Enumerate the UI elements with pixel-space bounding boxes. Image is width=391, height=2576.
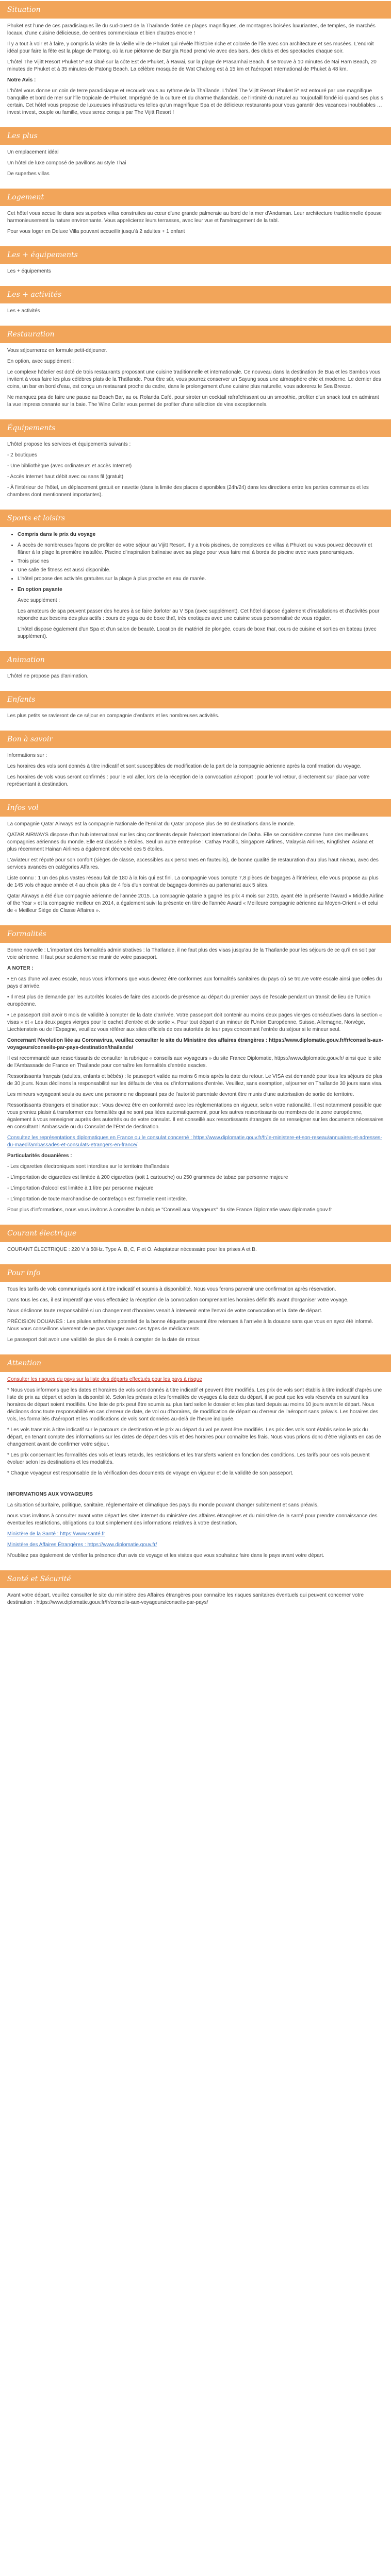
paragraph: - Une bibliothèque (avec ordinateurs et accès Internet): [7, 463, 132, 469]
section-sports: [0, 527, 391, 650]
section-activites: [0, 303, 391, 325]
section-header-bon-a-savoir: [0, 731, 391, 748]
paragraph: Particularités douanières :: [7, 1153, 72, 1159]
section-title: Logement: [7, 193, 44, 201]
paragraph: La compagnie Qatar Airways est la compagnie Nationale de l'Emirat du Qatar propose plus de 90 destinations dans le monde.: [7, 821, 295, 827]
paragraph: N'oubliez pas également de vérifier la présence d'un avis de voyage et les visites que vous souhaitez faire dans le pays avant votre départ.: [7, 1553, 324, 1558]
section-header-sports: [0, 510, 391, 527]
paragraph: Cet hôtel vous accueille dans ses superbes villas construites au cœur d'une grande palmeraie au bord de la mer d'Andaman. Leur architecture traditionnelle épouse harmonieusement la nature environnante. Vous apprécierez leurs terrasses, avec leur vue et l'aménagement de la tabl.: [7, 211, 382, 224]
paragraph: Avant votre départ, veuillez consulter le site du ministère des Affaires étrangères pour connaître les risques sanitaires éventuels qui peuvent concerner votre destination : https://www.diplomatie.gouv.fr/fr/conseils-aux-voyageurs/conseils-par-pays/: [7, 1592, 364, 1605]
paragraph: Vous séjournerez en formule petit-déjeuner.: [7, 348, 107, 353]
paragraph: Ne manquez pas de faire une pause au Beach Bar, au ou Rolanda Café, pour siroter un cocktail rafraîchissant ou un smoothie, profiter d'un snack tout en admirant la vue impressionnante sur la baie. The Wine Cellar vous permet de profiter d'une sélection de vins exceptionnels.: [7, 395, 379, 408]
section-animation: [0, 669, 391, 690]
section-title: Bon à savoir: [7, 735, 53, 743]
section-sante: [0, 1588, 391, 1616]
section-informations: [0, 1487, 391, 1569]
section-title: Formalités: [7, 930, 46, 938]
paragraph: Avec supplément :: [18, 598, 60, 603]
section-courant: [0, 1242, 391, 1263]
paragraph: - L'importation de cigarettes est limitée à 200 cigarettes (soit 1 cartouche) ou 250 grammes de tabac par personne majeure: [7, 1175, 288, 1180]
sports-gratuit-list: [7, 542, 384, 583]
paragraph: A NOTER :: [7, 965, 34, 971]
sports-payant-block: [7, 586, 384, 594]
section-title: Restauration: [7, 330, 55, 338]
section-title: Santé et Sécurité: [7, 1575, 71, 1583]
paragraph: L'hôtel vous donne un coin de terre paradisiaque et recouvrir vous au rythme de la Thaïlande. L'hôtel The Vijitt Resort Phuket 5* est entouré par une magnifique tranquille et bord de mer sur l'île tropicale de Phuket. Imprégné de la culture et du charme thaïlandais, ce l'intimité du naturel au Toujoufaill fondé ici quand ses plus s certain. Cet hôtel vous propose de luxueuses infrastructures telles qu'un magnifique Spa et de délicieux restaurants pour vous garantir des vacances inoubliables … invest invest, couple ou famille, vous serez conquis par The Vijitt Resort !: [7, 88, 384, 115]
paragraph: Il est recommandé aux ressortissants de consulter la rubrique « conseils aux voyageurs » du site France Diplomatie, https://www.diplomatie.gouv.fr/ ainsi que le site de l'Ambassade de France en Thaïlande pour connaître les formalités d'entrée exactes.: [7, 1056, 381, 1069]
section-title: Courant électrique: [7, 1229, 77, 1238]
paragraph: Le complexe hôtelier est doté de trois restaurants proposant une cuisine traditionnelle et internationale. Ce nouveau dans la destination de Bua et les Sambos vous invitent à vous faire les plus célèbres plats de la Thaïlande. Pour être sûr, vous pourrez conserver un Sayung sous une atmosphère chic et moderne. Le dernier des coins, un bar en bord d'eau, est conçu un restaurant proche du cadre, dans le prolongement d'une cuisine plus naturelle, vous adorerez le Sea Breeze.: [7, 369, 381, 389]
ambassades-link[interactable]: Consultez les représentations diplomatiques en France ou le consulat concerné : https://www.diplomatie.gouv.fr/fr/le-ministere-et-son-reseau/annuaires-et-adresses-du-maedi/ambassades-et-consulats-etrangers-en-france/: [7, 1135, 382, 1148]
paragraph: L'hôtel The Vijitt Resort Phuket 5* est situé sur la côte Est de Phuket, à Rawai, sur la plage de Prasamhai Beach. Il se trouve à 10 minutes de Nai Harn Beach, 20 minutes de Phuket et à 35 minutes de Patong Beach. La célèbre mosquée de Wat Chalong est à 15 km et l'aéroport International de Phuket à 48 km.: [7, 59, 377, 72]
section-header-enfants: [0, 691, 391, 708]
section-title: Les + activités: [7, 291, 62, 299]
section-equipements-plus: [0, 264, 391, 285]
paragraph: Tous les tarifs de vols communiqués sont à titre indicatif et soumis à disponibilité. Nous vous ferons parvenir une confirmation après réservation.: [7, 1286, 336, 1292]
section-header-logement: [0, 189, 391, 206]
paragraph: * Les prix concernant les formalités des vols et leurs retards, les restrictions et les transferts varient en fonction des conditions. Les tarifs pour ces vols peuvent évoluer selon les destinations et les modalités.: [7, 1452, 370, 1465]
paragraph: COURANT ÉLECTRIQUE : 220 V à 50Hz. Type A, B, C, F et O. Adaptateur nécessaire pour les prises A et B.: [7, 1247, 257, 1252]
paragraph: nous vous invitons à consulter avant votre départ les sites internet du ministère des affaires étrangères et du ministère de la santé pour prendre connaissance des éventuelles restrictions, obligations ou tout simplement des informations relatives à votre destination.: [7, 1513, 378, 1526]
sub-heading: • En option payante: [18, 586, 384, 594]
section-header-attention: [0, 1354, 391, 1372]
section-title: Les + équipements: [7, 251, 78, 259]
paragraph: * Chaque voyageur est responsable de la vérification des documents de voyage en vigueur et de la validité de son passeport.: [7, 1470, 294, 1476]
risk-list-link[interactable]: Consulter les risques du pays sur la liste des départs effectués pour les pays à risque: [7, 1377, 202, 1382]
section-header-activites: [0, 286, 391, 303]
paragraph: Les horaires des vols sont donnés à titre indicatif et sont susceptibles de modification de la part de la compagnie aérienne après la confirmation du voyage.: [7, 764, 362, 769]
list-item: • Trois piscines: [18, 558, 384, 565]
section-attention: [0, 1372, 391, 1487]
paragraph: Qatar Airways a été élue compagnie aérienne de l'année 2015. La compagnie qatarie a gagné les prix 4 mois sur 2015, ayant été la présente l'Award « Middle Airline of the Year » et la compagnie meilleur en 2014, a également suivi la présente en titre de l'année Award « Meilleure compagnie aérienne au Moyen-Orient » et celui de « Meilleur Siège de Classe Affaires ».: [7, 893, 384, 913]
section-header-sante: [0, 1570, 391, 1588]
section-enfants: [0, 708, 391, 730]
paragraph: Un emplacement idéal: [7, 149, 59, 155]
section-pour-info: [0, 1282, 391, 1353]
section-title: Sports et loisirs: [7, 514, 66, 522]
section-title: Animation: [7, 656, 45, 664]
paragraph: Ressortissants français (adultes, enfants et bébés) : le passeport valide au moins 6 mois après la date du retour. Le VISA est demandé pour tous les séjours de plus de 30 jours. Nous déclinons la responsabilité sur les défauts de visa ou d'informations d'entrée. Veuillez, sans exemption, séjourner en Thaïlande 30 jours sans visa.: [7, 1074, 383, 1087]
paragraph: Notre Avis :: [7, 77, 36, 83]
paragraph: Les amateurs de spa peuvent passer des heures à se faire dorloter au V Spa (avec supplément). Cet hôtel dispose également d'installations et d'activités pour répondre aux besoins des plus actifs : cours de yoga ou de boxe thaï, très exotiques avec une cuisine sous personnalisé de vous régaler.: [18, 608, 380, 621]
paragraph: - L'importation de toute marchandise de contrefaçon est formellement interdite.: [7, 1196, 187, 1202]
section-header-les-plus: [0, 127, 391, 145]
section-infos-vol: [0, 817, 391, 924]
paragraph: Liste connu : 1 un des plus vastes réseau fait de 180 à la fois qui est fini. La compagnie vous compte 7,8 pièces de bagages à l'intérieur, elle vous propose au plus de 145 vols chaque année et 4 au choix plus de 4 fois d'un contrat de bagages dominés au partenariat aux 5 sites.: [7, 875, 379, 888]
section-header-equipements: [0, 419, 391, 437]
list-item: • L'hôtel propose des activités gratuites sur la plage à plus proche en eau de marée.: [18, 575, 384, 583]
section-header-infos-vol: [0, 799, 391, 817]
paragraph: En option, avec supplément :: [7, 359, 74, 364]
section-title: Attention: [7, 1359, 41, 1367]
sports-gratuit-block: [7, 531, 384, 538]
paragraph: - Accès Internet haut débit avec ou sans fil (gratuit): [7, 474, 124, 480]
paragraph: Pour plus d'informations, nous vous invitons à consulter la rubrique "Conseil aux Voyageurs" du site France Diplomatie www.diplomatie.gouv.fr: [7, 1207, 332, 1213]
paragraph: • Le passeport doit avoir 6 mois de validité à compter de la date d'arrivée. Votre passeport doit contenir au moins deux pages vierges consécutives dans la section « visas » et « Les deux pages vierges pour le cachet d'entrée et de sortie ». Pour tout départ d'un mineur de l'Union Européenne, Suisse, Allemagne, Norvège, Liechtenstein ou de l'Espagne, veuillez vous référer aux sites officiels de ces autorités de leur pays concernant l'entrée du séjour si le mineur seul.: [7, 1012, 382, 1032]
section-header-formalites: [0, 925, 391, 943]
paragraph: Les horaires de vols vous seront confirmés : pour le vol aller, lors de la réception de la convocation aéroport ; pour le vol retour, directement sur place par votre représentant à destination.: [7, 774, 370, 787]
section-equipements: [0, 437, 391, 509]
paragraph: L'hôtel ne propose pas d'animation.: [7, 673, 89, 679]
paragraph: QATAR AIRWAYS dispose d'un hub international sur les cinq continents depuis l'aéroport international de Doha. Elle se considère comme l'une des meilleures compagnies aériennes du monde. Elle est classée 5 étoiles. Seul un autre entreprise : Cathay Pacific, Singapore Airlines, Malaysia Airlines, Kingfisher, Asiana et plus récemment Hainan Airlines a également décroché ces 5 étoiles.: [7, 832, 373, 852]
section-title: Situation: [7, 6, 41, 14]
paragraph: Ressortissants étrangers et binationaux : Vous devrez être en conformité avec les règlementations en vigueur, selon votre nationalité. Il est notamment possible que vous preniez plaisir à transformer ces formalités qui ne sont pas liées automatiquement, pour les autres ressortissants ou membres de la zone européenne, également à vous renseigner auprès des autorités ou de votre consulat. Il est conseillé aux ressortissants étrangers de se renseigner sur les documents nécessaires en consultant l'Ambassade ou du Consulat de l'État de destination.: [7, 1103, 384, 1130]
section-title: Pour info: [7, 1269, 41, 1277]
page: [0, 1, 391, 1616]
paragraph: • Il n'est plus de demande par les autorités locales de faire des accords de présence au départ du premier pays de l'escale pendant un transit de lieu de l'Union européenne.: [7, 994, 371, 1007]
section-restauration: [0, 343, 391, 418]
paragraph: Les + activités: [7, 308, 40, 314]
paragraph: Informations sur :: [7, 753, 47, 758]
paragraph: Pour vous loger en Deluxe Villa pouvant accueillir jusqu'à 2 adultes + 1 enfant: [7, 229, 185, 234]
section-logement: [0, 206, 391, 245]
paragraph: Bonne nouvelle : L'important des formalités administratives : la Thaïlande, il ne faut plus des visas jusqu'au de la Thaïlande pour les séjours de ce qu'il en soit par voie aérienne. Il faut pour seulement se munir de votre passeport.: [7, 947, 376, 960]
section-header-courant: [0, 1225, 391, 1242]
paragraph: Phuket est l'une de ces paradisiaques île du sud-ouest de la Thaïlande dotée de plages magnifiques, de montagnes boisées luxuriantes, de temples, de marchés locaux, d'une cuisine délicieuse, de centres commerciaux et bien d'autres encore !: [7, 23, 376, 36]
paragraph: Les plus petits se ravieront de ce séjour en compagnie d'enfants et les nombreuses activités.: [7, 713, 220, 719]
paragraph: Dans tous les cas, il est impératif que vous effectuiez la réception de la convocation comprenant les horaires définitifs avant d'organiser votre voyage.: [7, 1297, 349, 1303]
paragraph: La situation sécuritaire, politique, sanitaire, réglementaire et climatique des pays du monde pouvant changer subitement et sans préavis,: [7, 1502, 319, 1508]
section-title: Enfants: [7, 696, 36, 704]
section-header-situation: [0, 1, 391, 19]
paragraph: - 2 boutiques: [7, 452, 37, 458]
paragraph: - L'importation d'alcool est limitée à 1 litre par personne majeure: [7, 1185, 154, 1191]
section-header-restauration: [0, 326, 391, 343]
paragraph: Il y a tout à voir et à faire, y compris la visite de la vieille ville de Phuket qui révèle l'histoire riche et colorée de l'île avec son architecture et ses musées. L'endroit idéal pour faire la fête est la plage de Patong, où la rue piétonne de Bangla Road prend vie avec des bars, des clubs et des spectacles chaque soir.: [7, 41, 374, 54]
sub-heading: INFORMATIONS AUX VOYAGEURS: [7, 1492, 93, 1497]
paragraph: * Les vols transmis à titre indicatif sur le parcours de destination et le prix au départ du vol peuvent être modifiés. Les prix des vols sont établis selon le prix du départ, en tenant compte des informations sur les dates de départ des vols et des horaires pour connaître les frais. Nous vous prions donc d'être vigilants en cas de changement avant de confirmer votre séjour.: [7, 1427, 381, 1447]
diplomatie-link[interactable]: Ministère des Affaires Étrangères : https://www.diplomatie.gouv.fr/: [7, 1542, 157, 1548]
paragraph: - À l'intérieur de l'hôtel, un déplacement gratuit en navette (dans la limite des places disponibles (24h/24) dans les directions entre les parties communes et les chambres dont mentionnent importantes).: [7, 485, 369, 498]
section-les-plus: [0, 145, 391, 188]
paragraph: De superbes villas: [7, 171, 50, 177]
section-header-equipements-plus: [0, 246, 391, 264]
paragraph: Les mineurs voyageant seuls ou avec une personne ne disposant pas de l'autorité parentale devront être munis d'une autorisation de sortie de territoire.: [7, 1092, 354, 1097]
section-header-pour-info: [0, 1264, 391, 1282]
section-title: Infos vol: [7, 804, 39, 812]
paragraph: - Les cigarettes électroniques sont interdites sur le territoire thaïlandais: [7, 1164, 169, 1170]
paragraph: Les + équipements: [7, 268, 51, 274]
paragraph: Un hôtel de luxe composé de pavillons au style Thai: [7, 160, 126, 166]
paragraph: L'aviateur est réputé pour son confort (sièges de classe, accessibles aux personnes en fauteuils), de bonne qualité de restauration d'au plus haut niveau, avec des services avancés en catégories Affaires.: [7, 857, 379, 870]
sante-link[interactable]: Ministère de la Santé : https://www.santé.fr: [7, 1531, 105, 1537]
section-title: Les plus: [7, 132, 38, 140]
section-situation: [0, 19, 391, 126]
paragraph: * Nous vous informons que les dates et horaires de vols sont donnés à titre indicatif et peuvent être modifiés. Les prix de vols sont établis à titre indicatif d'après une liste de prix au départ et selon la disponibilité. Selon les préavis et les formalités de voyages à la date du départ, il se peut que les vols réservés en suivant les horaires de départ soient modifiés. Une liste de prix peut être soumis au plus tard selon le dossier et les plus tard depuis au moins 10 jours avant le départ. Nous déclinons donc toute responsabilité en cas d'erreur de date, de vol ou d'horaires, de modification de départ ou d'erreur de l'aéroport sans préavis. Les horaires des vols, les formalités d'aéroport et les modifications de vols sont données au-delà de l'heure indiquée.: [7, 1387, 382, 1422]
section-bon-a-savoir: [0, 748, 391, 798]
section-header-animation: [0, 651, 391, 669]
paragraph: Concernant l'évolution liée au Coronavirus, veuillez consulter le site du Ministère des affaires étrangères : https://www.diplomatie.gouv.fr/fr/conseils-aux-voyageurs/conseils-par-pays-destination/thailande/: [7, 1038, 383, 1050]
paragraph: L'hôtel propose les services et équipements suivants :: [7, 442, 131, 447]
list-item: • À accès de nombreuses façons de profiter de votre séjour au Vijitt Resort. Il y a trois piscines, de complexes de villas à Phuket ou vous pouvez découvrir et flâner à la plage la première installée. Piscine d'inspiration balinaise avec sa plage pour vous faire mal à bords de piscine avec vues panoramiques.: [18, 542, 384, 556]
section-formalites: [0, 943, 391, 1224]
paragraph: PRÉCISION DOUANES : Les pilules arthrofaire potentiel de la bonne étiquette peuvent être retenues à l'arrivée à la douane sans que vous en ayez été informé. Nous vous conseillons vivement de ne pas voyager avec ces types de médicaments.: [7, 1319, 373, 1332]
paragraph: Le passeport doit avoir une validité de plus de 6 mois à compter de la date de retour.: [7, 1337, 201, 1343]
list-item: • Une salle de fitness est aussi disponible.: [18, 567, 384, 574]
section-title: Équipements: [7, 424, 56, 432]
sub-heading: • Compris dans le prix du voyage: [18, 531, 384, 538]
paragraph: • En cas d'une vol avec escale, nous vous informons que vous devrez être conformes aux formalités sanitaires du pays où se trouve votre escale ainsi que celles du pays d'arrivée.: [7, 976, 382, 989]
paragraph: L'hôtel dispose également d'un Spa et d'un salon de beauté. Location de matériel de plongée, cours de boxe thaï, cours de cuisine et sorties en bateau (avec supplément).: [18, 626, 377, 639]
paragraph: Nous déclinons toute responsabilité si un changement d'horaires venait à intervenir entre l'envoi de votre convocation et la date de départ.: [7, 1308, 322, 1314]
